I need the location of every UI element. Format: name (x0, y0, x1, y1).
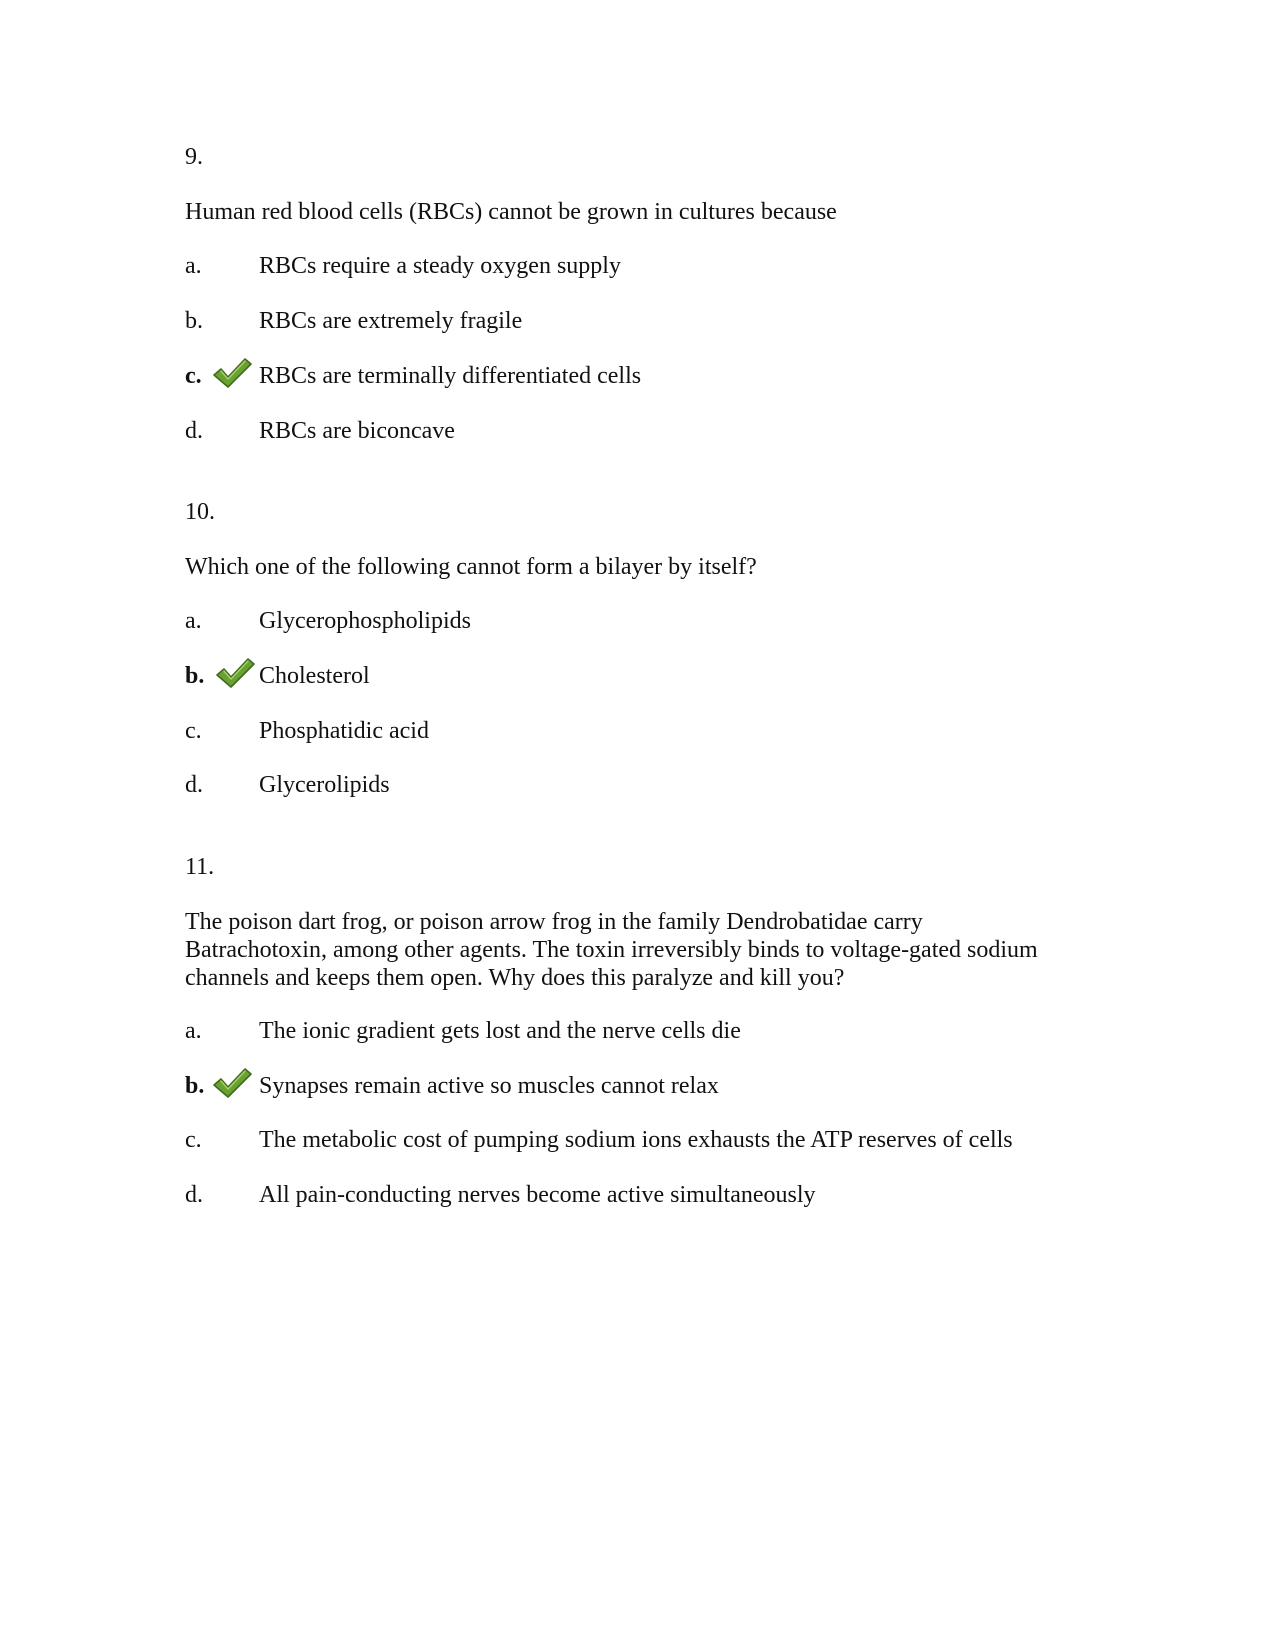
answer-option (185, 307, 1085, 337)
answer-option (185, 1126, 1085, 1156)
option-text: The metabolic cost of pumping sodium ions exhausts the ATP reserves of cells (259, 1127, 1013, 1153)
option-letter: b. (185, 1073, 205, 1099)
option-text: RBCs are biconcave (259, 418, 455, 444)
answer-option (185, 717, 1085, 747)
answer-option-correct (185, 362, 1085, 392)
option-text: Glycerophospholipids (259, 608, 471, 634)
option-letter: a. (185, 253, 202, 279)
option-text: Glycerolipids (259, 772, 390, 798)
option-letter: c. (185, 363, 202, 389)
checkmark-icon (212, 356, 252, 390)
option-letter: d. (185, 418, 203, 444)
answer-option (185, 1017, 1085, 1047)
checkmark-icon (215, 656, 255, 690)
answer-option (185, 1181, 1085, 1211)
question-text: Human red blood cells (RBCs) cannot be grown in cultures because (185, 199, 837, 225)
checkmark-icon (212, 1066, 252, 1100)
option-letter: b. (185, 308, 203, 334)
question-number: 10. (185, 499, 215, 525)
answer-option (185, 417, 1085, 447)
option-text: RBCs are extremely fragile (259, 308, 523, 334)
option-text: RBCs are terminally differentiated cells (259, 363, 642, 389)
question-text: The poison dart frog, or poison arrow frog in the family Dendrobatidae carry Batrachotoxin, among other agents. The toxin irreversibly binds to voltage-gated sodium channels and keeps them open. Why does this paralyze and kill you? (185, 909, 1038, 991)
option-text: Synapses remain active so muscles cannot relax (259, 1073, 719, 1099)
option-letter: d. (185, 772, 203, 798)
option-text: All pain-conducting nerves become active simultaneously (259, 1182, 816, 1208)
question-text: Which one of the following cannot form a bilayer by itself? (185, 554, 757, 580)
answer-option (185, 252, 1085, 282)
option-text: RBCs require a steady oxygen supply (259, 253, 621, 279)
option-letter: c. (185, 718, 202, 744)
option-letter: a. (185, 608, 202, 634)
option-letter: a. (185, 1018, 202, 1044)
question-number: 11. (185, 854, 215, 880)
answer-option (185, 771, 1085, 801)
option-text: Phosphatidic acid (259, 718, 429, 744)
question-number: 9. (185, 144, 203, 170)
option-letter: d. (185, 1182, 203, 1208)
option-text: Cholesterol (259, 663, 370, 689)
option-letter: c. (185, 1127, 202, 1153)
answer-option (185, 607, 1085, 637)
option-text: The ionic gradient gets lost and the nerve cells die (259, 1018, 741, 1044)
answer-option-correct (185, 1072, 1085, 1102)
answer-option-correct (185, 662, 1085, 692)
option-letter: b. (185, 663, 205, 689)
